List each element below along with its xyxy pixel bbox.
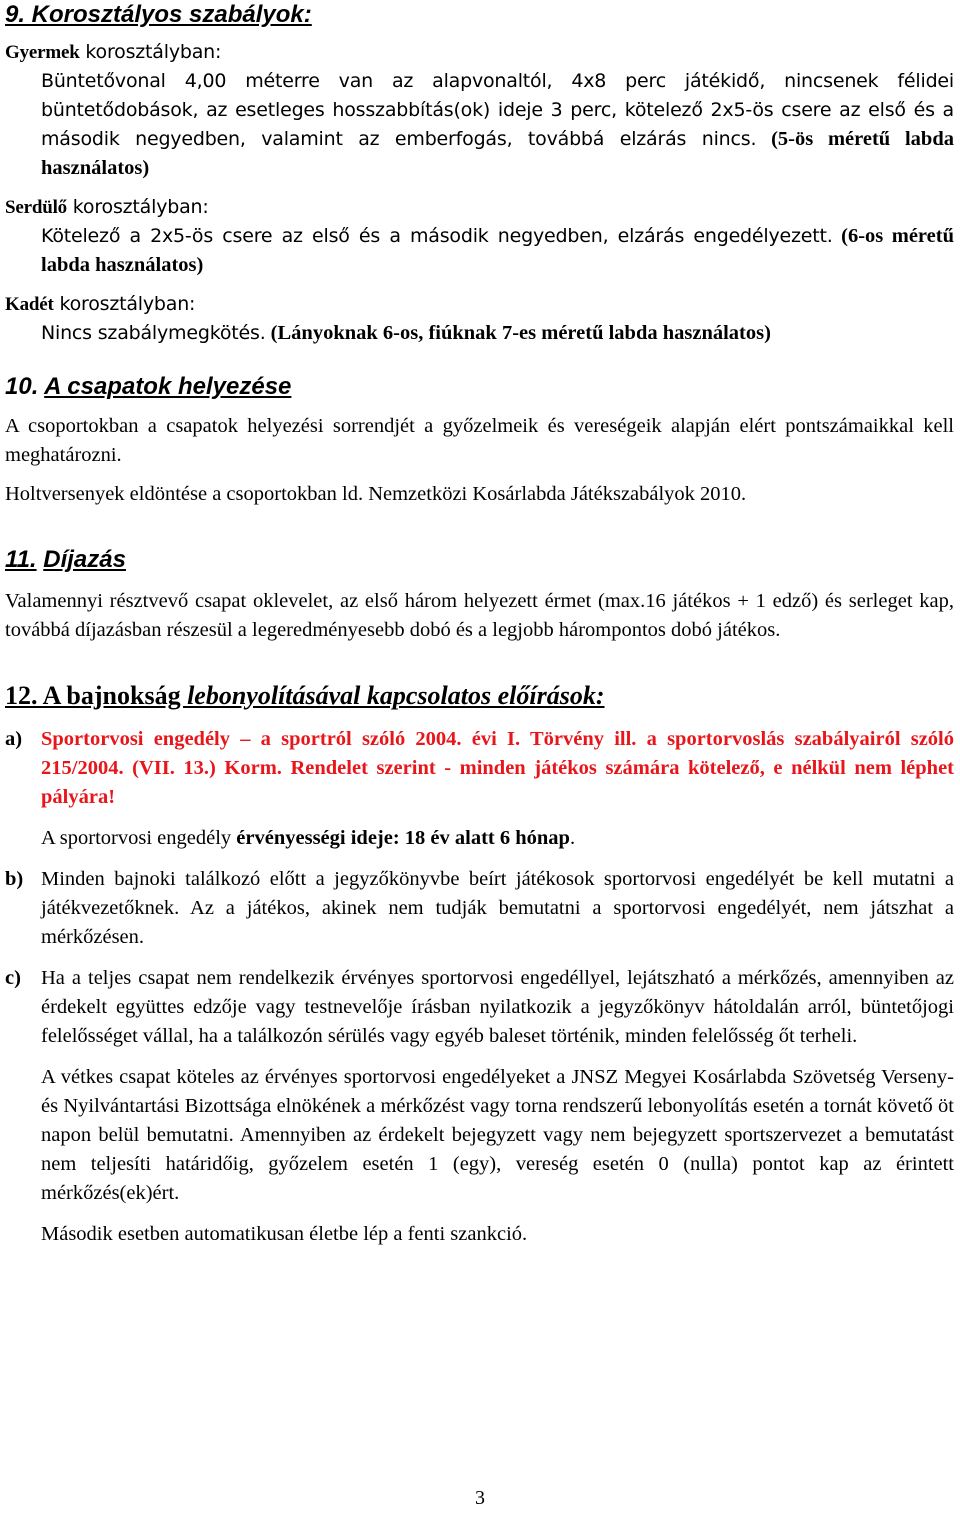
section-9 <box>5 0 954 348</box>
section-11-number: 11. <box>5 546 37 573</box>
validity-note-end: . <box>569 827 576 849</box>
kadet-rules <box>5 319 954 348</box>
gyermek-label-suffix: korosztályban: <box>79 41 222 63</box>
section-11-heading <box>5 545 954 575</box>
list-text-a: Sportorvosi engedély – a sportról szóló 2004. évi I. Törvény ill. a sportorvoslás szabályairól szóló 215/2004. (VII. 13.) Korm. Rendelet szerint - minden játékos számára kötelező, e nélkül nem léphet pályára! <box>41 728 954 808</box>
kadet-label-bold: Kadét <box>5 294 54 315</box>
section-12-number: 12. <box>5 681 38 710</box>
section-12-paragraph-3: Második esetben automatikusan életbe lép a fenti szankció. <box>41 1223 528 1245</box>
kadet-text: Nincs szabálymegkötés. <box>41 322 266 344</box>
serdulo-label <box>5 193 954 222</box>
validity-note-plain: A sportorvosi engedély <box>41 827 237 849</box>
section-11-paragraph: Valamennyi résztvevő csapat oklevelet, az első három helyezett érmet (max.16 játékos + 1 edző) és serleget kap, továbbá díjazásban részesül a legeredményesebb dobó és a legjobb hárompontos dobó játékos. <box>5 590 954 641</box>
validity-note <box>5 824 954 853</box>
list-marker-b: b) <box>5 868 24 890</box>
gyermek-label-bold: Gyermek <box>5 42 80 63</box>
section-9-heading: 9. Korosztályos szabályok: <box>5 1 312 28</box>
section-12-title-plain: A bajnokság <box>42 681 188 710</box>
serdulo-rules <box>5 222 954 280</box>
serdulo-label-bold: Serdülő <box>5 197 67 218</box>
validity-note-bold: érvényességi ideje: 18 év alatt 6 hónap <box>236 827 570 849</box>
gyermek-text: Büntetővonal 4,00 méterre van az alapvonaltól, 4x8 perc játékidő, nincsenek félidei büntetődobások, az esetleges hosszabbítás(ok) ideje 3 perc, kötelező 2x5-ös csere az első és a második negyedben, valamint az emberfogás, továbbá elzárás nincs. <box>41 70 954 150</box>
section-10-heading <box>5 372 954 402</box>
page-number: 3 <box>475 1487 485 1509</box>
list-marker-a: a) <box>5 728 23 750</box>
list-item-a <box>5 725 954 812</box>
section-11-title: Díjazás <box>43 546 126 573</box>
section-10-number: 10. <box>5 373 39 400</box>
section-10-paragraph-2: Holtversenyek eldöntése a csoportokban ld. Nemzetközi Kosárlabda Játékszabályok 2010. <box>5 483 747 505</box>
serdulo-label-suffix: korosztályban: <box>66 196 209 218</box>
gyermek-ball-note: (5-ös méretű labda használatos) <box>41 128 954 179</box>
section-12-title-italic: lebonyolításával kapcsolatos előírások: <box>187 681 605 710</box>
gyermek-label <box>5 38 954 67</box>
list-item-b <box>5 865 954 952</box>
serdulo-text: Kötelező a 2x5-ös csere az első és a második negyedben, elzárás engedélyezett. <box>41 225 833 247</box>
section-12-heading <box>5 681 954 711</box>
section-12 <box>5 681 954 1249</box>
kadet-label <box>5 290 954 319</box>
list-item-c <box>5 964 954 1051</box>
section-10-title: A csapatok helyezése <box>44 373 292 400</box>
kadet-label-suffix: korosztályban: <box>53 293 196 315</box>
section-10-paragraph-1: A csoportokban a csapatok helyezési sorrendjét a győzelmeik és vereségeik alapján elért pontszámaikkal kell meghatározni. <box>5 415 954 466</box>
section-12-paragraph-2: A vétkes csapat köteles az érvényes sportorvosi engedélyeket a JNSZ Megyei Kosárlabda Szövetség Verseny- és Nyilvántartási Bizottsága elnökének a mérkőzést vagy torna rendszerű lebonyolítás esetén a tornát követő öt napon belül bemutatni. Amennyiben az érdekelt bejegyzett vagy nem bejegyzett sportszervezet a bemutatást nem teljesíti határidőig, győzelem esetén 1 (egy), vereség esetén 0 (nulla) pontot kap az érintett mérkőzés(ek)ért. <box>41 1066 954 1204</box>
gyermek-rules <box>5 67 954 183</box>
serdulo-ball-note: (6-os méretű labda használatos) <box>41 225 954 276</box>
list-text-c: Ha a teljes csapat nem rendelkezik érvényes sportorvosi engedéllyel, lejátszható a mérkőzés, amennyiben az érdekelt együttes edzője vagy testnevelője írásban nyilatkozik a jegyzőkönyv hátoldalán arról, büntetőjogi felelősséget vállal, ha a találkozón sérülés vagy egyéb baleset történik, minden felelősség őt terheli. <box>41 967 954 1047</box>
list-text-b: Minden bajnoki találkozó előtt a jegyzőkönyvbe beírt játékosok sportorvosi engedélyét be kell mutatni a játékvezetőknek. Az a játékos, akinek nem tudják bemutatni a sportorvosi engedélyét, nem játszhat a mérkőzésen. <box>41 868 954 948</box>
section-10 <box>5 372 954 509</box>
list-marker-c: c) <box>5 967 21 989</box>
kadet-ball-note: (Lányoknak 6-os, fiúknak 7-es méretű labda használatos) <box>265 322 771 344</box>
section-11 <box>5 545 954 645</box>
